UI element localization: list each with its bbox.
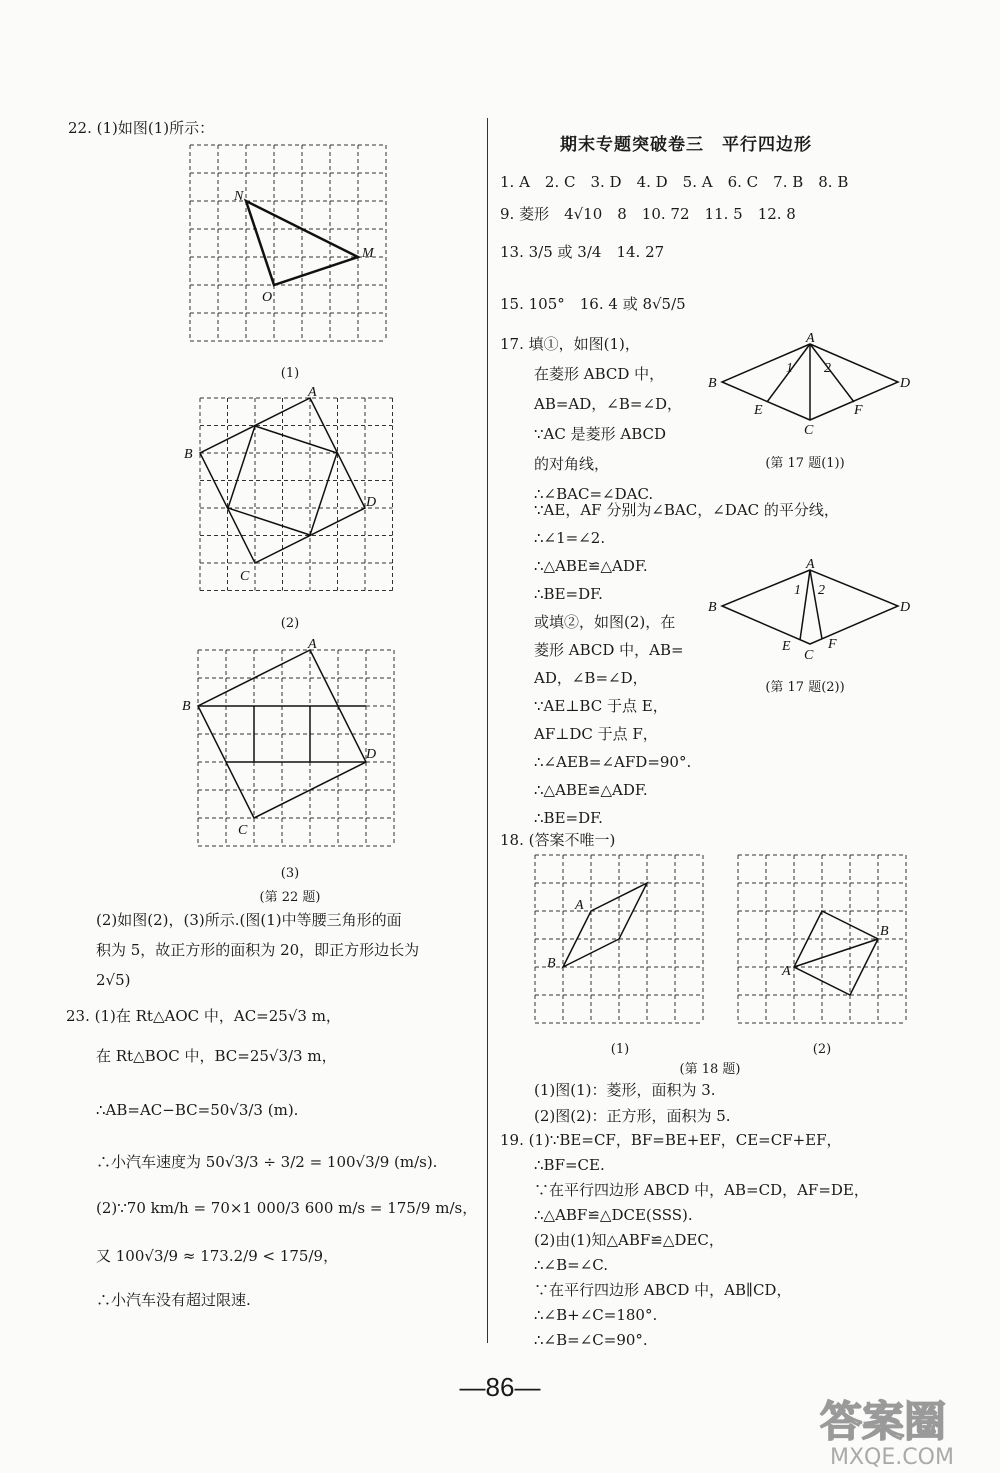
q19-line5: (2)由(1)知△ABF≌△DEC， bbox=[534, 1231, 724, 1249]
label-a: A bbox=[308, 637, 317, 652]
label-b: B bbox=[547, 956, 556, 971]
label-n: N bbox=[234, 189, 244, 204]
caption-22-1: (1) bbox=[280, 366, 300, 381]
label-c: C bbox=[238, 823, 248, 838]
q23-line7: ∴小汽车没有超过限速. bbox=[96, 1291, 251, 1309]
figure-17-1 bbox=[708, 330, 911, 440]
rhombus bbox=[563, 883, 647, 967]
label-c: C bbox=[804, 648, 814, 663]
label-angle-2: 2 bbox=[818, 583, 825, 598]
q23-line1: 23. (1)在 Rt△AOC 中，AC=25√3 m， bbox=[66, 1007, 341, 1025]
caption-22-2: (2) bbox=[280, 616, 300, 631]
q17-line11: 或填②，如图(2)，在 bbox=[534, 613, 676, 631]
q22-intro: 22. (1)如图(1)所示： bbox=[68, 119, 215, 137]
q23-line6: 又 100√3/9 ≈ 173.2/9 < 175/9， bbox=[96, 1247, 339, 1265]
label-angle-1: 1 bbox=[786, 361, 793, 376]
figure-22-3 bbox=[182, 637, 398, 850]
q17-line8: ∴∠1=∠2. bbox=[534, 529, 606, 547]
q18-line2: (1)图(1)：菱形，面积为 3. bbox=[534, 1081, 716, 1099]
caption-22-group: (第 22 题) bbox=[259, 890, 321, 905]
caption-22-3: (3) bbox=[280, 866, 300, 881]
label-o: O bbox=[262, 290, 273, 305]
q17-line4: ∵AC 是菱形 ABCD bbox=[534, 425, 667, 443]
rhombus-abcd bbox=[722, 570, 898, 644]
label-b: B bbox=[880, 924, 889, 939]
label-d: D bbox=[900, 600, 911, 615]
watermark-line2: MXQE.COM bbox=[830, 1445, 954, 1470]
label-c: C bbox=[240, 569, 250, 584]
label-b: B bbox=[184, 447, 193, 462]
section-title: 期末专题突破卷三 平行四边形 bbox=[560, 135, 812, 155]
label-d: D bbox=[366, 747, 377, 762]
q19-line9: ∴∠B=∠C=90°. bbox=[534, 1331, 648, 1349]
label-a: A bbox=[575, 898, 584, 913]
label-a: A bbox=[308, 385, 317, 400]
page-number: —86— bbox=[459, 1372, 541, 1402]
label-a: A bbox=[782, 964, 791, 979]
q17-line18: ∴BE=DF. bbox=[534, 809, 603, 827]
label-f: F bbox=[854, 403, 863, 418]
q17-line12: 菱形 ABCD 中，AB= bbox=[534, 641, 684, 659]
label-a: A bbox=[806, 557, 815, 572]
q17-line3: AB=AD，∠B=∠D， bbox=[534, 395, 683, 413]
q18-line1: 18. (答案不唯一) bbox=[500, 831, 616, 849]
grid-22-3 bbox=[198, 650, 394, 846]
label-m: M bbox=[362, 246, 374, 261]
figure-22-1 bbox=[190, 145, 390, 345]
q23-line5: (2)∵70 km/h = 70×1 000/3 600 m/s = 175/9 m/s， bbox=[96, 1199, 478, 1217]
q19-line6: ∴∠B=∠C. bbox=[534, 1256, 608, 1274]
label-d: D bbox=[900, 376, 911, 391]
q19-line3: ∵在平行四边形 ABCD 中，AB=CD，AF=DE， bbox=[534, 1181, 869, 1199]
q17-line1: 17. 填①，如图(1)， bbox=[500, 335, 640, 353]
q17-line15: AF⊥DC 于点 F， bbox=[534, 725, 658, 743]
watermark-logo bbox=[790, 1390, 990, 1470]
label-b: B bbox=[708, 376, 717, 391]
segment-af bbox=[810, 570, 822, 639]
q17-line9: ∴△ABE≌△ADF. bbox=[534, 557, 648, 575]
q17-line5: 的对角线， bbox=[534, 455, 610, 473]
q23-line4: ∴小汽车速度为 50√3/3 ÷ 3/2 = 100√3/9 (m/s). bbox=[96, 1153, 438, 1171]
label-a: A bbox=[806, 331, 815, 346]
q17-line6: ∴∠BAC=∠DAC. bbox=[534, 485, 654, 503]
q22-answer-line1: (2)如图(2)，(3)所示.(图(1)中等腰三角形的面 bbox=[96, 911, 402, 929]
q19-line4: ∴△ABF≌△DCE(SSS). bbox=[534, 1206, 693, 1224]
answers-15-16: 15. 105° 16. 4 或 8√5/5 bbox=[500, 295, 686, 313]
label-f: F bbox=[828, 637, 837, 652]
grid-18-2 bbox=[738, 855, 906, 1023]
q22-answer-line3: 2√5) bbox=[96, 971, 131, 989]
q22-answer-line2: 积为 5，故正方形的面积为 20，即正方形边长为 bbox=[96, 941, 420, 959]
label-b: B bbox=[182, 699, 191, 714]
label-e: E bbox=[782, 639, 791, 654]
q17-line7: ∵AE，AF 分别为∠BAC，∠DAC 的平分线， bbox=[534, 501, 839, 519]
q23-line3: ∴AB=AC−BC=50√3/3 (m). bbox=[96, 1101, 299, 1119]
figure-17-2 bbox=[708, 556, 911, 666]
q17-line16: ∴∠AEB=∠AFD=90°. bbox=[534, 753, 692, 771]
caption-17-1: (第 17 题(1)) bbox=[765, 456, 845, 471]
grid-22-1 bbox=[190, 145, 386, 341]
label-d: D bbox=[366, 495, 377, 510]
figure-18-1 bbox=[535, 855, 705, 1025]
q17-line13: AD，∠B=∠D， bbox=[534, 669, 648, 687]
grid-22-2 bbox=[200, 398, 393, 591]
q17-line2: 在菱形 ABCD 中， bbox=[534, 365, 665, 383]
label-angle-1: 1 bbox=[794, 583, 801, 598]
label-c: C bbox=[804, 423, 814, 438]
caption-18-group: (第 18 题) bbox=[679, 1062, 741, 1077]
caption-17-2: (第 17 题(2)) bbox=[765, 680, 845, 695]
caption-18-2: (2) bbox=[812, 1042, 832, 1057]
q23-line2: 在 Rt△BOC 中，BC=25√3/3 m， bbox=[96, 1047, 337, 1065]
q19-line8: ∴∠B+∠C=180°. bbox=[534, 1306, 658, 1324]
q17-line14: ∵AE⊥BC 于点 E， bbox=[534, 697, 668, 715]
q17-line10: ∴BE=DF. bbox=[534, 585, 603, 603]
label-angle-2: 2 bbox=[824, 361, 831, 376]
answers-1-8: 1. A 2. C 3. D 4. D 5. A 6. C 7. B 8. B bbox=[500, 173, 849, 191]
segment-ae bbox=[800, 570, 810, 640]
figure-22-2 bbox=[184, 385, 400, 598]
answers-9-12: 9. 菱形 4√10 8 10. 72 11. 5 12. 8 bbox=[500, 205, 796, 223]
figure-18-2 bbox=[738, 855, 908, 1025]
q18-line3: (2)图(2)：正方形，面积为 5. bbox=[534, 1107, 731, 1125]
answers-13-14: 13. 3/5 或 3/4 14. 27 bbox=[500, 243, 665, 261]
q19-line7: ∵在平行四边形 ABCD 中，AB∥CD， bbox=[534, 1281, 792, 1299]
q17-line17: ∴△ABE≌△ADF. bbox=[534, 781, 648, 799]
watermark-line1: 答案圈 bbox=[820, 1397, 947, 1446]
caption-18-1: (1) bbox=[610, 1042, 630, 1057]
q19-line2: ∴BF=CE. bbox=[534, 1156, 605, 1174]
column-divider bbox=[487, 118, 488, 1343]
q19-line1: 19. (1)∵BE=CF，BF=BE+EF，CE=CF+EF， bbox=[500, 1131, 842, 1149]
label-b: B bbox=[708, 600, 717, 615]
label-e: E bbox=[754, 403, 763, 418]
